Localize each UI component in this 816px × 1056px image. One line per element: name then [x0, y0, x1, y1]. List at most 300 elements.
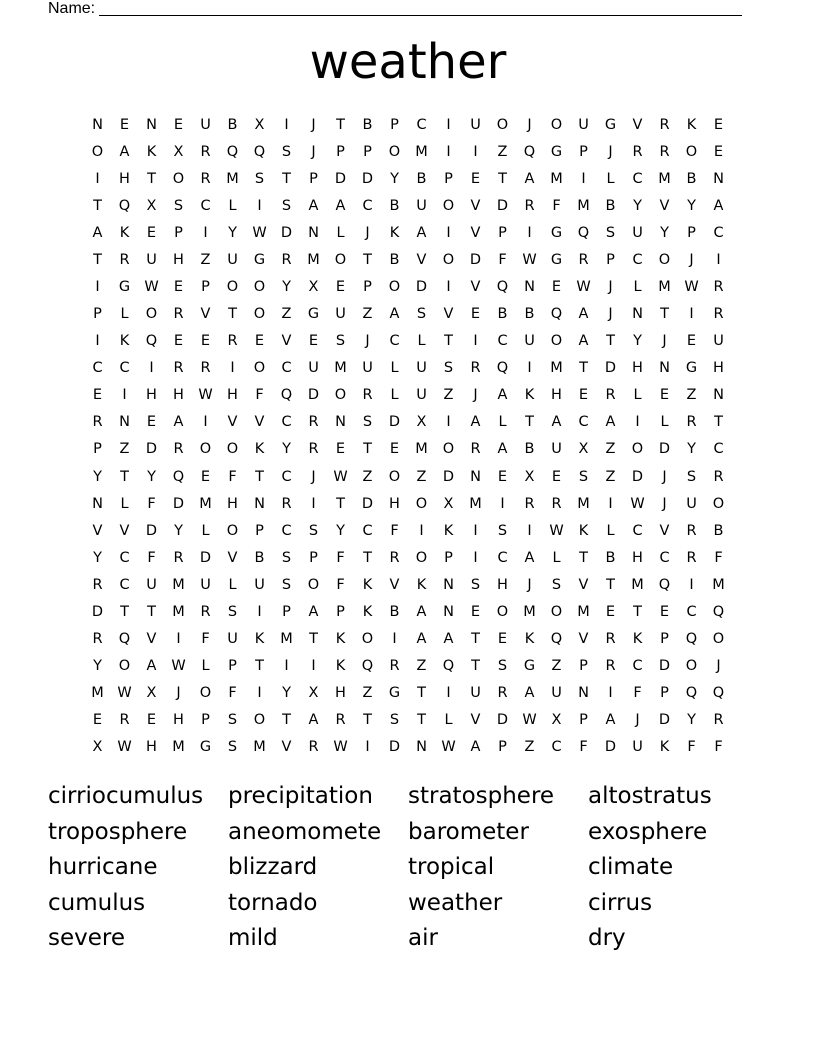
grid-letter: I [446, 224, 451, 241]
grid-letter: B [713, 522, 724, 539]
grid-letter: D [145, 522, 158, 539]
grid-letter: U [227, 631, 238, 648]
word-list-item: cirriocumulus [48, 783, 204, 809]
grid-letter: I [95, 279, 100, 295]
grid-letter: O [253, 712, 266, 729]
grid-letter: M [280, 631, 293, 648]
grid-letter: R [605, 387, 616, 404]
grid-letter: J [608, 279, 613, 295]
grid-letter: R [362, 387, 373, 404]
grid-letter: C [281, 468, 292, 485]
grid-letter: O [685, 658, 698, 675]
word-list-item: cirrus [588, 889, 653, 916]
grid-letter: N [254, 495, 265, 512]
grid-letter: D [172, 495, 185, 512]
grid-letter: R [686, 549, 697, 566]
grid-letter: S [281, 143, 292, 160]
grid-letter: Q [496, 360, 509, 377]
grid-letter: I [95, 170, 100, 187]
grid-letter: E [470, 170, 481, 187]
grid-letter: C [281, 360, 292, 377]
grid-letter: B [389, 603, 400, 620]
grid-letter: I [527, 360, 532, 377]
grid-letter: Q [712, 685, 725, 702]
grid-letter: M [658, 170, 671, 187]
grid-letter: R [308, 441, 319, 458]
grid-letter: Z [605, 468, 616, 485]
grid-letter: K [119, 333, 130, 350]
grid-letter: W [198, 387, 213, 404]
grid-letter: A [524, 685, 535, 702]
grid-letter: E [713, 143, 724, 160]
grid-letter: G [199, 739, 212, 756]
grid-letter: E [470, 603, 481, 620]
grid-letter: W [333, 468, 348, 485]
grid-letter: T [282, 170, 291, 187]
grid-letter: L [201, 522, 210, 539]
grid-letter: G [604, 116, 617, 133]
grid-letter: U [200, 116, 211, 133]
grid-letter: I [473, 333, 478, 350]
grid-letter: V [416, 251, 427, 268]
grid-letter: H [119, 170, 130, 187]
grid-letter: Q [658, 576, 671, 593]
grid-letter: D [199, 549, 212, 566]
grid-letter: Z [200, 251, 211, 268]
grid-letter: U [578, 116, 589, 133]
grid-letter: E [173, 279, 184, 295]
grid-letter: Y [282, 279, 291, 295]
grid-letter: U [416, 360, 427, 377]
grid-letter: I [257, 685, 262, 702]
grid-letter: P [93, 441, 102, 458]
grid-letter: T [336, 116, 345, 133]
grid-letter: G [523, 658, 536, 675]
grid-letter: C [659, 549, 670, 566]
grid-letter: E [497, 631, 508, 648]
grid-letter: K [362, 576, 373, 593]
grid-letter: N [92, 116, 103, 133]
grid-letter: V [389, 576, 400, 593]
grid-letter: A [335, 197, 346, 214]
grid-letter: W [522, 251, 537, 268]
grid-letter: S [470, 576, 481, 593]
grid-letter: M [550, 170, 563, 187]
grid-letter: I [203, 224, 208, 241]
grid-letter: O [388, 143, 401, 160]
grid-letter: S [578, 468, 589, 485]
grid-letter: D [442, 468, 455, 485]
grid-letter: Q [253, 143, 266, 160]
grid-letter: I [473, 143, 478, 160]
grid-letter: C [632, 170, 643, 187]
grid-letter: A [416, 603, 427, 620]
grid-letter: I [635, 414, 640, 431]
grid-letter: T [660, 306, 669, 323]
grid-letter: E [92, 387, 103, 404]
grid-letter: Y [660, 224, 669, 241]
grid-letter: J [311, 143, 316, 160]
grid-letter: G [550, 224, 563, 241]
grid-letter: D [145, 441, 158, 458]
grid-letter: A [470, 414, 481, 431]
grid-letter: I [365, 739, 370, 756]
grid-letter: E [659, 603, 670, 620]
grid-letter: F [201, 631, 210, 648]
grid-letter: L [120, 306, 129, 323]
grid-letter: V [92, 522, 103, 539]
grid-letter: I [446, 116, 451, 133]
grid-letter: D [658, 658, 671, 675]
grid-letter: X [308, 279, 319, 295]
grid-letter: M [307, 251, 320, 268]
grid-letter: M [226, 170, 239, 187]
grid-letter: I [527, 224, 532, 241]
grid-letter: Y [174, 522, 183, 539]
grid-letter: C [497, 549, 508, 566]
grid-letter: G [253, 251, 266, 268]
grid-letter: O [172, 170, 185, 187]
grid-letter: M [577, 197, 590, 214]
grid-letter: C [551, 739, 562, 756]
grid-letter: V [470, 224, 481, 241]
grid-letter: O [118, 658, 131, 675]
grid-letter: H [146, 739, 157, 756]
letter-grid [84, 111, 732, 761]
grid-letter: O [361, 631, 374, 648]
grid-letter: H [335, 685, 346, 702]
grid-letter: D [361, 495, 374, 512]
grid-letter: L [201, 658, 210, 675]
grid-letter: D [631, 468, 644, 485]
grid-letter: D [415, 279, 428, 295]
grid-letter: E [551, 279, 562, 295]
grid-letter: I [392, 631, 397, 648]
grid-letter: I [176, 631, 181, 648]
grid-letter: O [145, 306, 158, 323]
grid-letter: A [497, 441, 508, 458]
grid-letter: V [578, 631, 589, 648]
grid-letter: B [362, 116, 373, 133]
grid-letter: C [362, 197, 373, 214]
grid-letter: U [146, 576, 157, 593]
grid-letter: I [284, 116, 289, 133]
grid-letter: A [713, 197, 724, 214]
grid-letter: U [551, 441, 562, 458]
grid-letter: N [713, 387, 724, 404]
grid-letter: C [713, 441, 724, 458]
grid-letter: C [416, 116, 427, 133]
grid-letter: D [496, 712, 509, 729]
grid-letter: S [389, 712, 400, 729]
grid-letter: P [390, 116, 399, 133]
grid-letter: B [227, 116, 238, 133]
grid-letter: R [470, 360, 481, 377]
grid-letter: N [308, 224, 319, 241]
grid-letter: P [363, 279, 372, 295]
grid-letter: Y [633, 333, 642, 350]
word-list-item: tropical [408, 854, 495, 880]
grid-letter: A [551, 414, 562, 431]
grid-letter: P [687, 224, 696, 241]
grid-letter: S [254, 170, 265, 187]
grid-letter: P [444, 549, 453, 566]
grid-letter: P [228, 658, 237, 675]
grid-letter: K [524, 387, 535, 404]
grid-letter: M [712, 576, 725, 593]
grid-letter: R [713, 279, 724, 295]
grid-letter: J [365, 224, 370, 241]
grid-letter: E [686, 333, 697, 350]
grid-letter: Q [118, 197, 131, 214]
grid-letter: Y [336, 522, 345, 539]
grid-letter: A [578, 306, 589, 323]
grid-letter: T [606, 576, 615, 593]
grid-letter: O [442, 251, 455, 268]
grid-letter: Y [282, 441, 291, 458]
grid-letter: K [632, 631, 643, 648]
word-list-item: blizzard [228, 854, 318, 880]
grid-letter: W [522, 712, 537, 729]
grid-letter: L [390, 360, 399, 377]
grid-letter: T [363, 441, 372, 458]
grid-letter: A [173, 414, 184, 431]
grid-letter: E [389, 441, 400, 458]
grid-letter: S [227, 739, 238, 756]
grid-letter: Z [362, 685, 373, 702]
grid-letter: O [226, 279, 239, 295]
word-list-item: aneomomete [228, 818, 382, 845]
grid-letter: L [390, 387, 399, 404]
grid-letter: U [632, 739, 643, 756]
grid-letter: E [200, 468, 211, 485]
grid-letter: O [253, 279, 266, 295]
grid-letter: G [388, 685, 401, 702]
grid-letter: P [660, 631, 669, 648]
grid-letter: M [523, 603, 536, 620]
grid-letter: O [712, 631, 725, 648]
grid-letter: G [685, 360, 698, 377]
grid-letter: U [470, 685, 481, 702]
grid-letter: I [473, 522, 478, 539]
grid-letter: O [199, 441, 212, 458]
grid-letter: L [120, 495, 129, 512]
grid-letter: T [714, 414, 723, 431]
word-list-item: altostratus [588, 783, 712, 809]
name-field [48, 0, 742, 18]
grid-letter: U [362, 360, 373, 377]
grid-letter: A [416, 631, 427, 648]
grid-letter: U [227, 251, 238, 268]
grid-letter: O [658, 251, 671, 268]
grid-letter: B [254, 549, 265, 566]
grid-letter: H [146, 387, 157, 404]
grid-letter: D [388, 414, 401, 431]
grid-letter: M [415, 143, 428, 160]
grid-letter: N [443, 603, 454, 620]
word-list-item: climate [588, 854, 674, 880]
grid-letter: M [577, 603, 590, 620]
grid-letter: V [632, 116, 643, 133]
grid-letter: K [119, 224, 130, 241]
grid-letter: R [92, 576, 103, 593]
grid-letter: A [308, 712, 319, 729]
grid-letter: W [630, 495, 645, 512]
grid-letter: Q [685, 631, 698, 648]
grid-letter: Y [147, 468, 156, 485]
grid-letter: R [578, 251, 589, 268]
grid-letter: R [200, 143, 211, 160]
grid-letter: Y [282, 685, 291, 702]
grid-letter: Q [523, 143, 536, 160]
word-list-item: tornado [228, 889, 318, 916]
grid-letter: R [173, 306, 184, 323]
grid-letter: L [444, 712, 453, 729]
word-list-item: weather [408, 889, 503, 916]
grid-letter: V [470, 279, 481, 295]
grid-letter: H [551, 387, 562, 404]
grid-letter: A [308, 603, 319, 620]
grid-letter: I [203, 414, 208, 431]
grid-letter: H [173, 387, 184, 404]
grid-letter: O [307, 576, 320, 593]
grid-letter: L [660, 414, 669, 431]
grid-letter: H [497, 576, 508, 593]
grid-letter: T [363, 251, 372, 268]
grid-letter: M [658, 279, 671, 295]
grid-letter: X [92, 739, 103, 756]
grid-letter: I [446, 414, 451, 431]
grid-letter: H [713, 360, 724, 377]
grid-letter: T [120, 603, 129, 620]
grid-letter: P [660, 685, 669, 702]
grid-letter: V [227, 414, 238, 431]
grid-letter: L [633, 387, 642, 404]
grid-letter: T [228, 306, 237, 323]
grid-letter: R [119, 251, 130, 268]
page-title: weather [309, 34, 507, 90]
grid-letter: E [605, 603, 616, 620]
grid-letter: A [524, 170, 535, 187]
grid-letter: A [578, 333, 589, 350]
grid-letter: B [524, 306, 535, 323]
grid-letter: O [442, 441, 455, 458]
grid-letter: W [252, 224, 267, 241]
grid-letter: Q [496, 279, 509, 295]
grid-letter: I [257, 197, 262, 214]
grid-letter: K [578, 522, 589, 539]
grid-letter: R [659, 116, 670, 133]
grid-letter: I [446, 279, 451, 295]
grid-letter: W [144, 279, 159, 295]
grid-letter: E [146, 224, 157, 241]
grid-letter: M [91, 685, 104, 702]
grid-letter: H [173, 251, 184, 268]
grid-letter: M [172, 576, 185, 593]
grid-letter: A [308, 197, 319, 214]
grid-letter: U [146, 251, 157, 268]
grid-letter: S [362, 414, 373, 431]
grid-letter: D [361, 170, 374, 187]
grid-letter: R [92, 414, 103, 431]
grid-letter: V [470, 712, 481, 729]
grid-letter: P [255, 522, 264, 539]
grid-letter: K [659, 739, 670, 756]
grid-letter: R [119, 712, 130, 729]
grid-letter: R [281, 495, 292, 512]
grid-letter: H [173, 712, 184, 729]
grid-letter: F [147, 549, 156, 566]
grid-letter: Y [93, 549, 102, 566]
grid-letter: R [173, 549, 184, 566]
grid-letter: I [230, 360, 235, 377]
grid-letter: V [254, 414, 265, 431]
grid-letter: N [92, 495, 103, 512]
grid-letter: I [527, 522, 532, 539]
grid-letter: R [227, 333, 238, 350]
grid-letter: D [91, 603, 104, 620]
grid-letter: C [389, 333, 400, 350]
grid-letter: I [500, 495, 505, 512]
grid-letter: L [336, 224, 345, 241]
grid-letter: I [311, 495, 316, 512]
grid-letter: S [281, 197, 292, 214]
grid-letter: U [416, 197, 427, 214]
grid-letter: S [443, 360, 454, 377]
grid-letter: M [172, 739, 185, 756]
grid-letter: M [469, 495, 482, 512]
grid-letter: O [91, 143, 104, 160]
grid-letter: D [307, 387, 320, 404]
grid-letter: Q [550, 631, 563, 648]
grid-letter: O [415, 495, 428, 512]
grid-letter: I [446, 685, 451, 702]
grid-letter: E [335, 279, 346, 295]
grid-letter: Y [390, 170, 399, 187]
grid-letter: L [552, 549, 561, 566]
grid-letter: A [443, 631, 454, 648]
word-list-item: mild [228, 925, 278, 951]
grid-letter: K [335, 658, 346, 675]
grid-letter: M [199, 495, 212, 512]
grid-letter: A [605, 414, 616, 431]
grid-letter: Z [416, 658, 427, 675]
grid-letter: X [551, 712, 562, 729]
word-list-item: troposphere [48, 818, 188, 845]
grid-letter: E [119, 116, 130, 133]
grid-letter: O [388, 468, 401, 485]
grid-letter: O [550, 116, 563, 133]
grid-letter: A [389, 306, 400, 323]
grid-letter: R [686, 522, 697, 539]
grid-letter: P [201, 279, 210, 295]
word-list-item: hurricane [48, 854, 158, 880]
grid-letter: T [363, 549, 372, 566]
word-list-item: stratosphere [408, 783, 555, 809]
grid-letter: M [334, 360, 347, 377]
grid-letter: O [550, 333, 563, 350]
grid-letter: C [632, 251, 643, 268]
grid-letter: S [281, 576, 292, 593]
grid-letter: J [662, 468, 667, 485]
grid-letter: S [308, 522, 319, 539]
grid-letter: S [416, 306, 427, 323]
grid-letter: M [415, 441, 428, 458]
grid-letter: D [388, 739, 401, 756]
grid-letter: F [255, 387, 264, 404]
grid-letter: C [200, 197, 211, 214]
grid-letter: Z [686, 387, 697, 404]
